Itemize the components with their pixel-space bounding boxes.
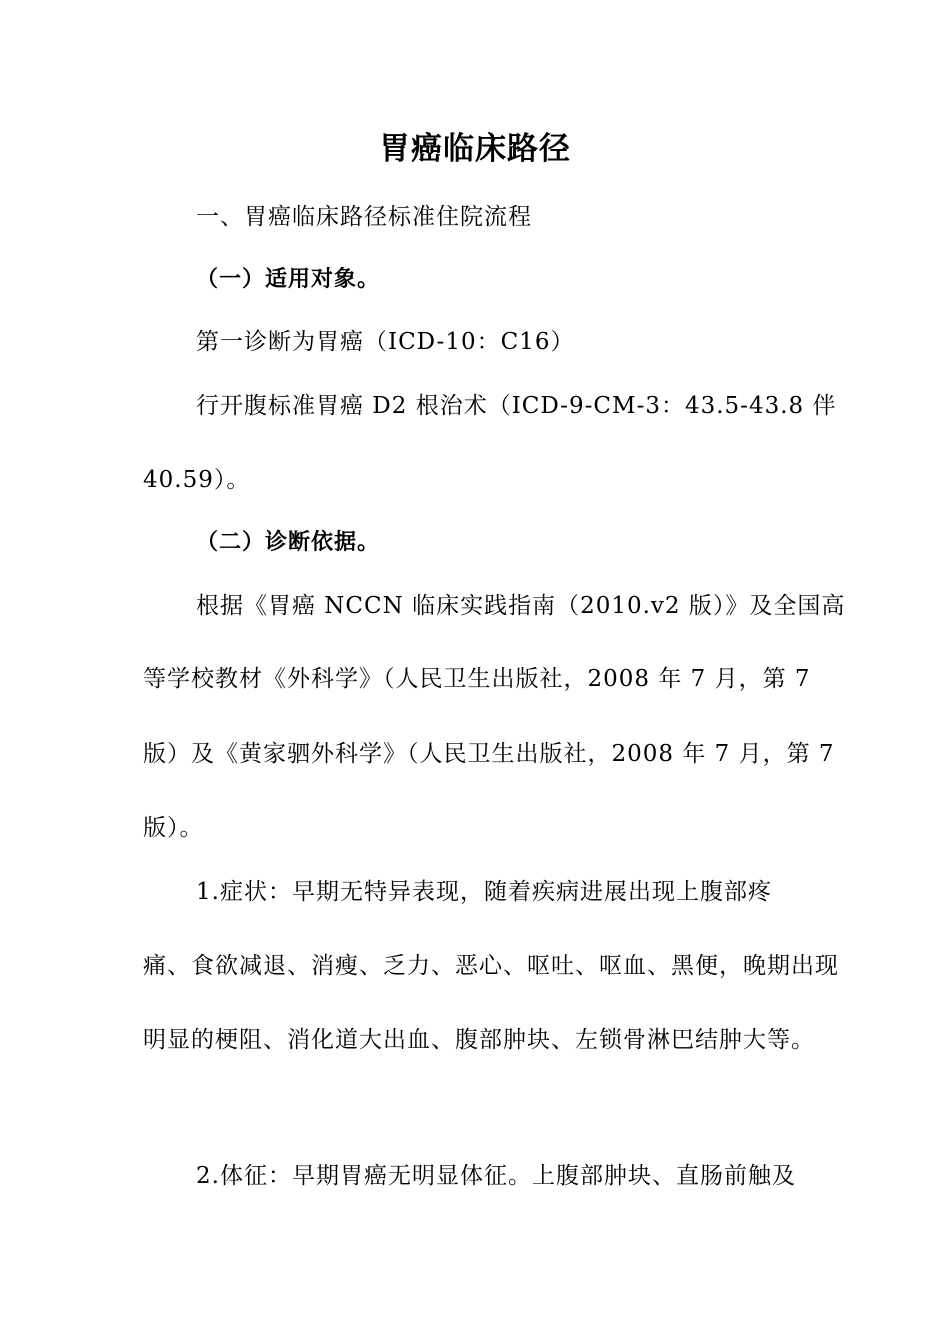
paragraph-line: 明显的梗阻、消化道大出血、腹部肿块、左锁骨淋巴结肿大等。	[143, 1027, 815, 1053]
paragraph-line: 版）。	[143, 815, 204, 841]
subsection-heading-applicable: （一）适用对象。	[196, 267, 381, 292]
subsection-heading-diagnosis: （二）诊断依据。	[196, 530, 381, 555]
section-heading: 一、胃癌临床路径标准住院流程	[196, 204, 532, 230]
paragraph-line: 第一诊断为胃癌（ICD-10：C16）	[196, 329, 575, 355]
paragraph-line: 行开腹标准胃癌 D2 根治术（ICD-9-CM-3：43.5-43.8 伴	[196, 393, 837, 419]
paragraph-line: 版）及《黄家驷外科学》（人民卫生出版社，2008 年 7 月，第 7	[143, 741, 835, 767]
paragraph-line: 根据《胃癌 NCCN 临床实践指南（2010.v2 版）》及全国高	[196, 593, 846, 619]
paragraph-line: 2.体征：早期胃癌无明显体征。上腹部肿块、直肠前触及	[196, 1163, 796, 1189]
paragraph-line: 痛、食欲减退、消瘦、乏力、恶心、呕吐、呕血、黑便，晚期出现	[143, 953, 839, 979]
paragraph-line: 40.59）。	[143, 467, 251, 493]
paragraph-line: 等学校教材《外科学》（人民卫生出版社，2008 年 7 月，第 7	[143, 666, 811, 692]
document-title: 胃癌临床路径	[379, 131, 571, 167]
paragraph-line: 1.症状：早期无特异表现，随着疾病进展出现上腹部疼	[196, 879, 772, 905]
